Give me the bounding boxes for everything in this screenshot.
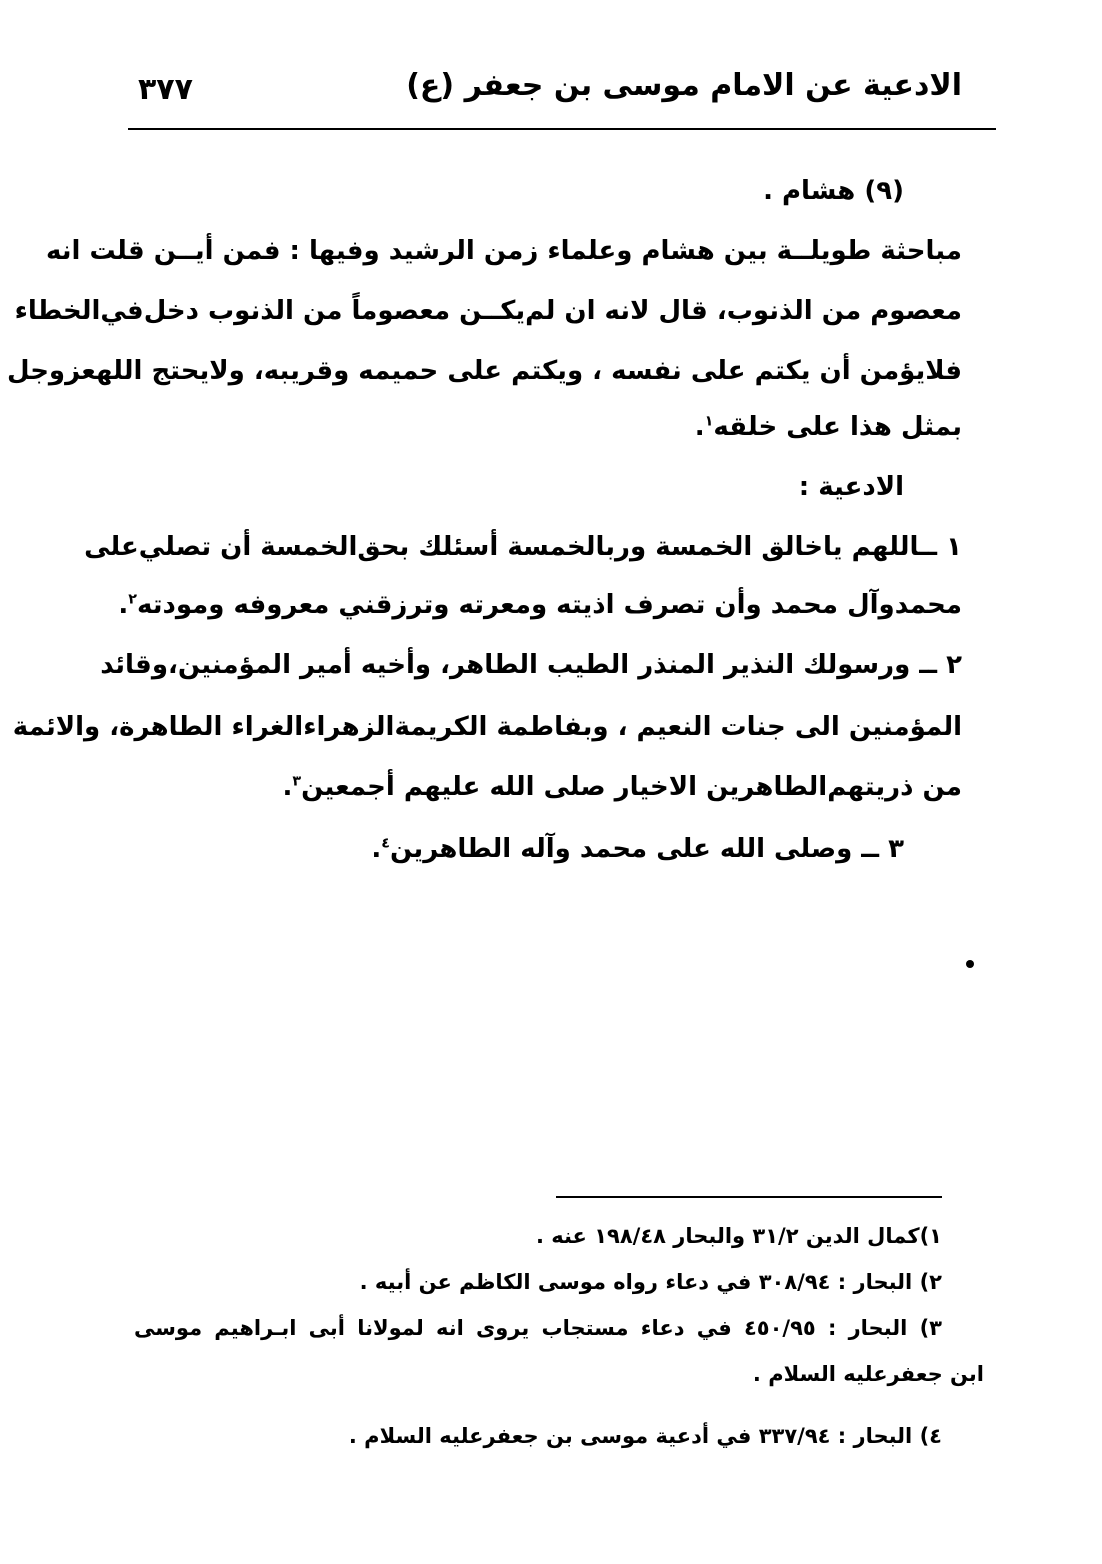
dua-3-line <box>371 834 904 864</box>
dua-3-line-text: ٣ ــ وصلى الله على محمد وآله الطاهرين <box>390 834 904 864</box>
page-number: ٣٧٧ <box>138 72 193 107</box>
running-header-title: الادعية عن الامام موسى بن جعفر (ع) <box>406 68 962 103</box>
footnote-divider <box>556 1196 942 1198</box>
footnote-1: ١)كمال الدين ٣١/٢ والبحار ١٩٨/٤٨ عنه . <box>535 1224 942 1248</box>
paragraph-line-2: معصوم من الذنوب، قال لانه ان لم‌يكــن معصوماً من الذنوب دخل‌في‌الخطاء <box>14 296 962 326</box>
sentence-end: . <box>118 590 129 620</box>
dua-1-line-2 <box>118 590 962 620</box>
sentence-end: . <box>371 834 382 864</box>
paragraph-line-1: مباحثة طويلــة بين هشام وعلماء زمن الرشيد وفيها : فمن أيــن قلت انه <box>46 236 962 266</box>
footnote-4: ٤) البحار : ٣٣٧/٩٤ في أدعية موسى بن جعفرعليه السلام . <box>348 1424 942 1448</box>
duas-label: الادعية : <box>798 472 904 502</box>
sentence-end: . <box>694 412 705 442</box>
footnote-2: ٢) البحار : ٣٠٨/٩٤ في دعاء رواه موسى الكاظم عن أبيه . <box>359 1270 942 1294</box>
paragraph-line-4-text: بمثل هذا على خلقه <box>713 412 962 442</box>
footnote-3-line-2: ابن جعفرعليه السلام . <box>752 1362 984 1386</box>
paragraph-line-4 <box>695 412 962 442</box>
header-divider <box>128 128 996 130</box>
dua-2-line-3 <box>282 772 962 802</box>
footnote-ref-1: ١ <box>704 413 714 430</box>
dua-2-line-3-text: من ذريتهم‌الطاهرين الاخيار صلى الله عليهم أجمعين <box>301 772 962 802</box>
footnote-ref-3: ٣ <box>292 773 302 790</box>
footnote-ref-4: ٤ <box>381 835 391 852</box>
sentence-end: . <box>282 772 293 802</box>
dua-2-line-2: المؤمنين الى جنات النعيم ، وبفاطمة الكريمةالزهراءالغراء الطاهرة، والائمة <box>12 712 962 742</box>
footnote-3-line-1: ٣) البحار : ٤٥٠/٩٥ في دعاء مستجاب يروى انه لمولانا أبى ابـراهيم موسى <box>134 1316 942 1340</box>
dua-1-line-1: ١ ــاللهم ياخالق الخمسة وربالخمسة أسئلك بحق‌الخمسة أن تصلي‌على <box>84 532 962 562</box>
dua-2-line-1: ٢ ــ ورسولك النذير المنذر الطيب الطاهر، وأخيه أمير المؤمنين،وقائد <box>100 650 962 680</box>
footnote-ref-2: ٢ <box>128 591 137 608</box>
paragraph-line-3: فلايؤمن أن يكتم على نفسه ، ويكتم على حميمه وقريبه، ولايحتج اللهعزوجل <box>6 356 962 386</box>
end-mark-dot <box>966 960 974 968</box>
section-heading: (٩) هشام . <box>763 176 904 206</box>
dua-1-line-2-text: محمدوآل محمد وأن تصرف اذيته ومعرته وترزقني معروفه ومودته <box>136 590 962 620</box>
